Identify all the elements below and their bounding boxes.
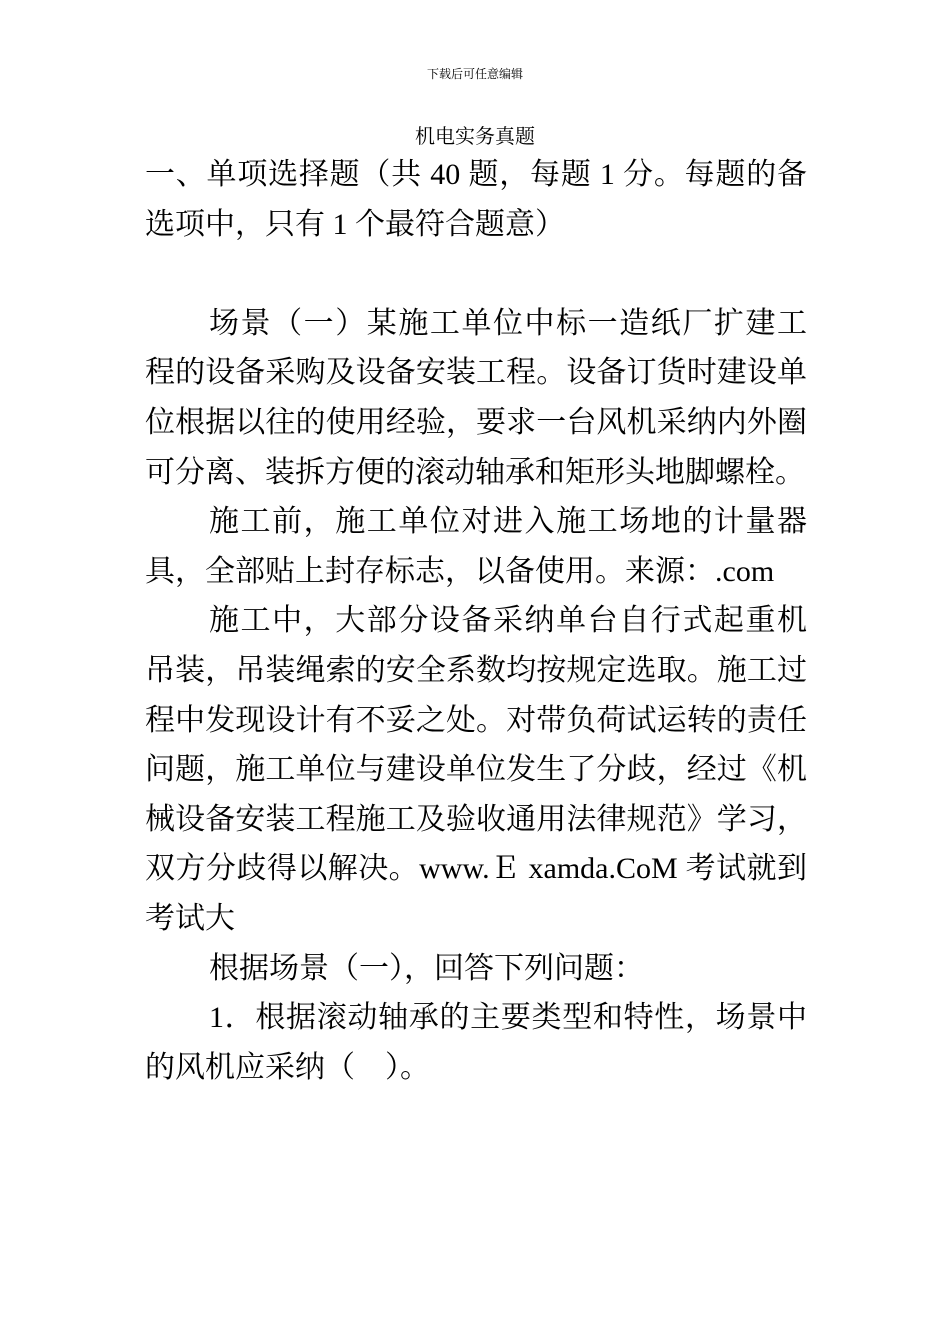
question-1: 1．根据滚动轴承的主要类型和特性，场景中的风机应采纳（ ）。 <box>145 1001 807 1084</box>
blank-line <box>145 249 807 299</box>
paragraph-before-construction: 施工前，施工单位对进入施工场地的计量器具，全部贴上封存标志，以备使用。来源：.com <box>145 505 807 588</box>
document-body <box>145 150 807 1092</box>
header-note: 下载后可任意编辑 <box>426 67 523 81</box>
document-title: 机电实务真题 <box>415 126 535 148</box>
paragraph-scenario: 场景（一）某施工单位中标一造纸厂扩建工程的设备采购及设备安装工程。设备订货时建设单位根据以往的使用经验，要求一台风机采纳内外圈可分离、装拆方便的滚动轴承和矩形头地脚螺栓。 <box>145 306 807 489</box>
section-heading: 一、单项选择题（共 40 题，每题 1 分。每题的备选项中，只有 1 个最符合题意） <box>145 158 807 241</box>
paragraph-instruction: 根据场景（一），回答下列问题： <box>209 951 644 985</box>
paragraph-during-construction: 施工中，大部分设备采纳单台自行式起重机吊装，吊装绳索的安全系数均按规定选取。施工过程中发现设计有不妥之处。对带负荷试运转的责任问题，施工单位与建设单位发生了分歧，经过《机械设备安装工程施工及验收通用法律规范》学习，双方分歧得以解决。www.Ｅ xamda.CoM 考试就到考试大 <box>145 604 807 935</box>
